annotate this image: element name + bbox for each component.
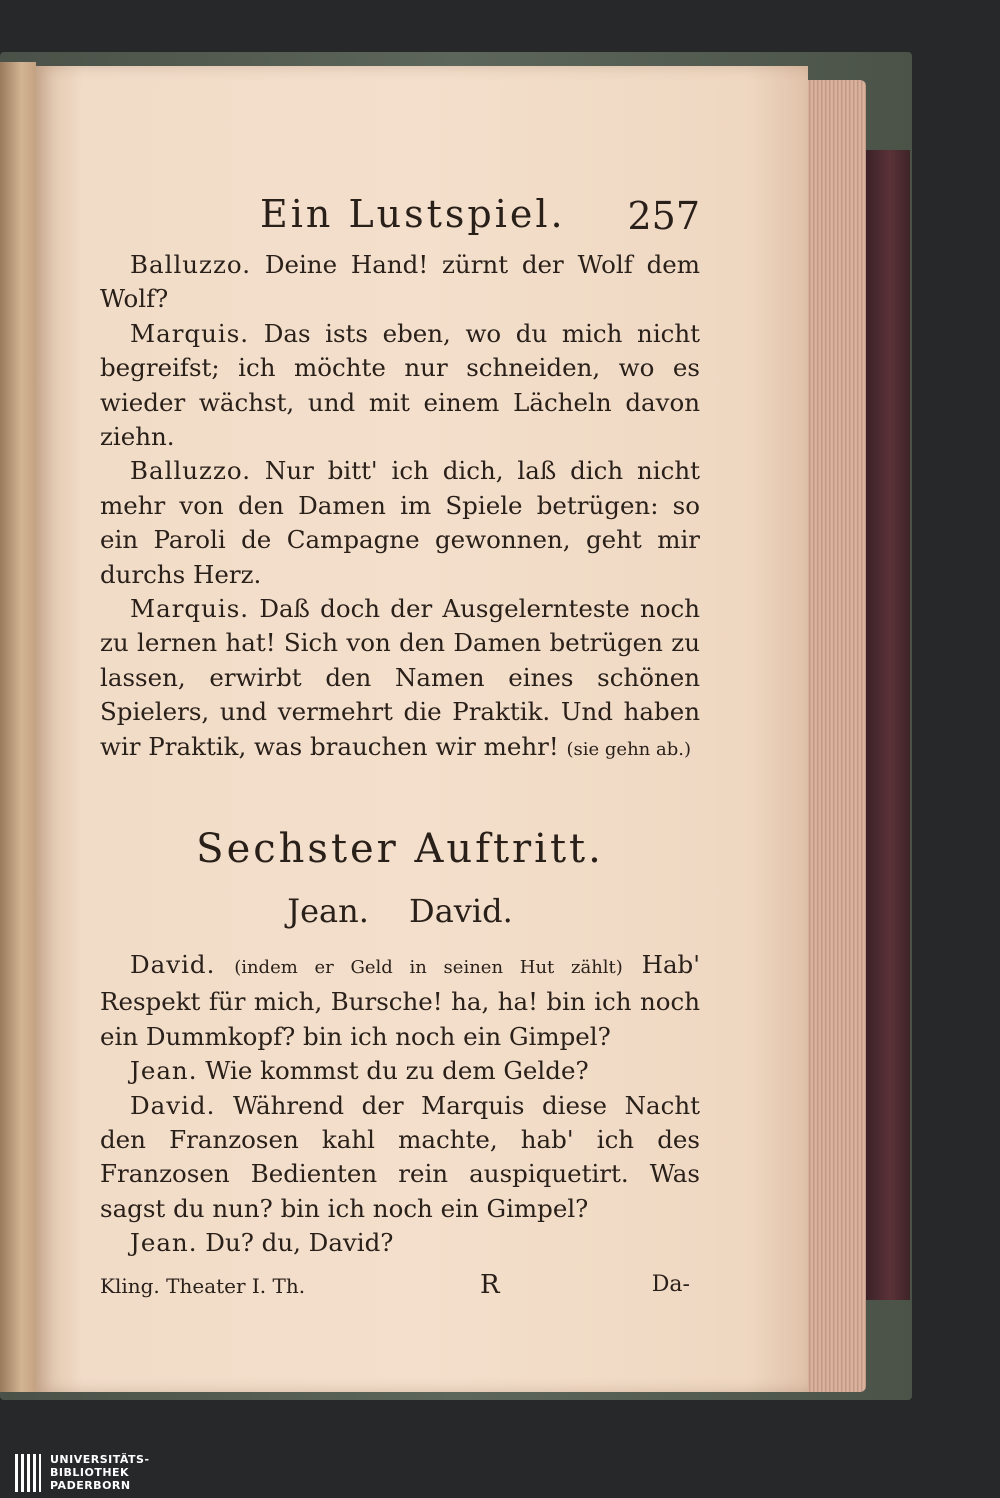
dialogue-block-1 <box>100 248 700 767</box>
library-name-line: UNIVERSITÄTS- <box>50 1453 150 1466</box>
dialogue-block-2 <box>100 948 700 1261</box>
dialogue-text: Das ists eben, wo du mich nicht begreifst; ich möchte nur schneiden, wo es wieder wächst, und mit einem Lächeln davon ziehn. <box>100 318 700 452</box>
dialogue-text: Deine Hand! zürnt der Wolf dem Wolf? <box>100 250 700 314</box>
speaker-name: Marquis. <box>130 594 250 624</box>
dialogue-text: Hab' Respekt für mich, Bursche! ha, ha! bin ich noch ein Dummkopf? bin ich noch ein Gimpel? <box>100 950 700 1051</box>
stage-direction: (sie gehn ab.) <box>566 738 691 760</box>
dialogue-paragraph <box>100 592 700 767</box>
speaker-name: Marquis. <box>130 318 250 348</box>
scene-heading: Sechster Auftritt. <box>196 826 604 872</box>
dialogue-paragraph <box>100 248 700 317</box>
dialogue-text: Daß doch der Ausgelernteste noch zu lernen hat! Sich von den Damen betrügen zu lassen, erwirbt den Namen eines schönen Spielers, und vermehrt die Praktik. Und haben wir Praktik, was brauchen wir mehr! <box>100 594 700 761</box>
dialogue-text: Wie kommst du zu dem Gelde? <box>205 1056 589 1086</box>
dialogue-paragraph <box>100 454 700 592</box>
dialogue-text: Du? du, David? <box>205 1228 394 1258</box>
speaker-name: David. <box>130 1090 216 1120</box>
speaker-name: Balluzzo. <box>130 456 251 486</box>
dialogue-paragraph <box>100 1226 700 1260</box>
running-title: Ein Lustspiel. <box>260 192 566 236</box>
speaker-name: David. <box>130 950 216 979</box>
stage-direction: (indem er Geld in seinen Hut zählt) <box>234 957 623 978</box>
dialogue-paragraph <box>100 317 700 455</box>
speaker-name: Balluzzo. <box>130 250 251 279</box>
scene-characters: Jean. David. <box>287 892 513 930</box>
dialogue-paragraph <box>100 1054 700 1088</box>
speaker-name: Jean. <box>130 1228 198 1258</box>
text-area <box>100 178 700 1308</box>
speaker-name: Jean. <box>130 1056 198 1086</box>
page-footer <box>100 1270 700 1306</box>
library-footer-bar <box>0 1448 1000 1498</box>
library-name-line: BIBLIOTHEK <box>50 1466 130 1479</box>
page-header <box>100 188 700 248</box>
library-logo-icon <box>14 1452 42 1494</box>
page-edges <box>802 80 866 1392</box>
dialogue-text: Nur bitt' ich dich, laß dich nicht mehr von den Damen im Spiele betrügen: so ein Paroli de Campagne gewonnen, geht mir durchs Herz. <box>100 456 700 589</box>
library-name-line: PADERBORN <box>50 1479 131 1492</box>
page-number: 257 <box>627 194 700 238</box>
book-page <box>36 66 808 1392</box>
dialogue-paragraph <box>100 1089 700 1227</box>
dialogue-text: Während der Marquis diese Nacht den Franzosen kahl machte, hab' ich des Franzosen Bedienten rein auspiquetirt. Was sagst du nun? bin ich noch ein Gimpel? <box>100 1090 700 1223</box>
signature-mark: R <box>480 1270 500 1300</box>
footer-imprint: Kling. Theater I. Th. <box>100 1274 306 1298</box>
facing-page-edge <box>0 62 36 1392</box>
dialogue-paragraph <box>100 948 700 1054</box>
catchword: Da- <box>651 1272 690 1297</box>
library-name <box>50 1453 150 1492</box>
cover-board <box>866 150 910 1300</box>
